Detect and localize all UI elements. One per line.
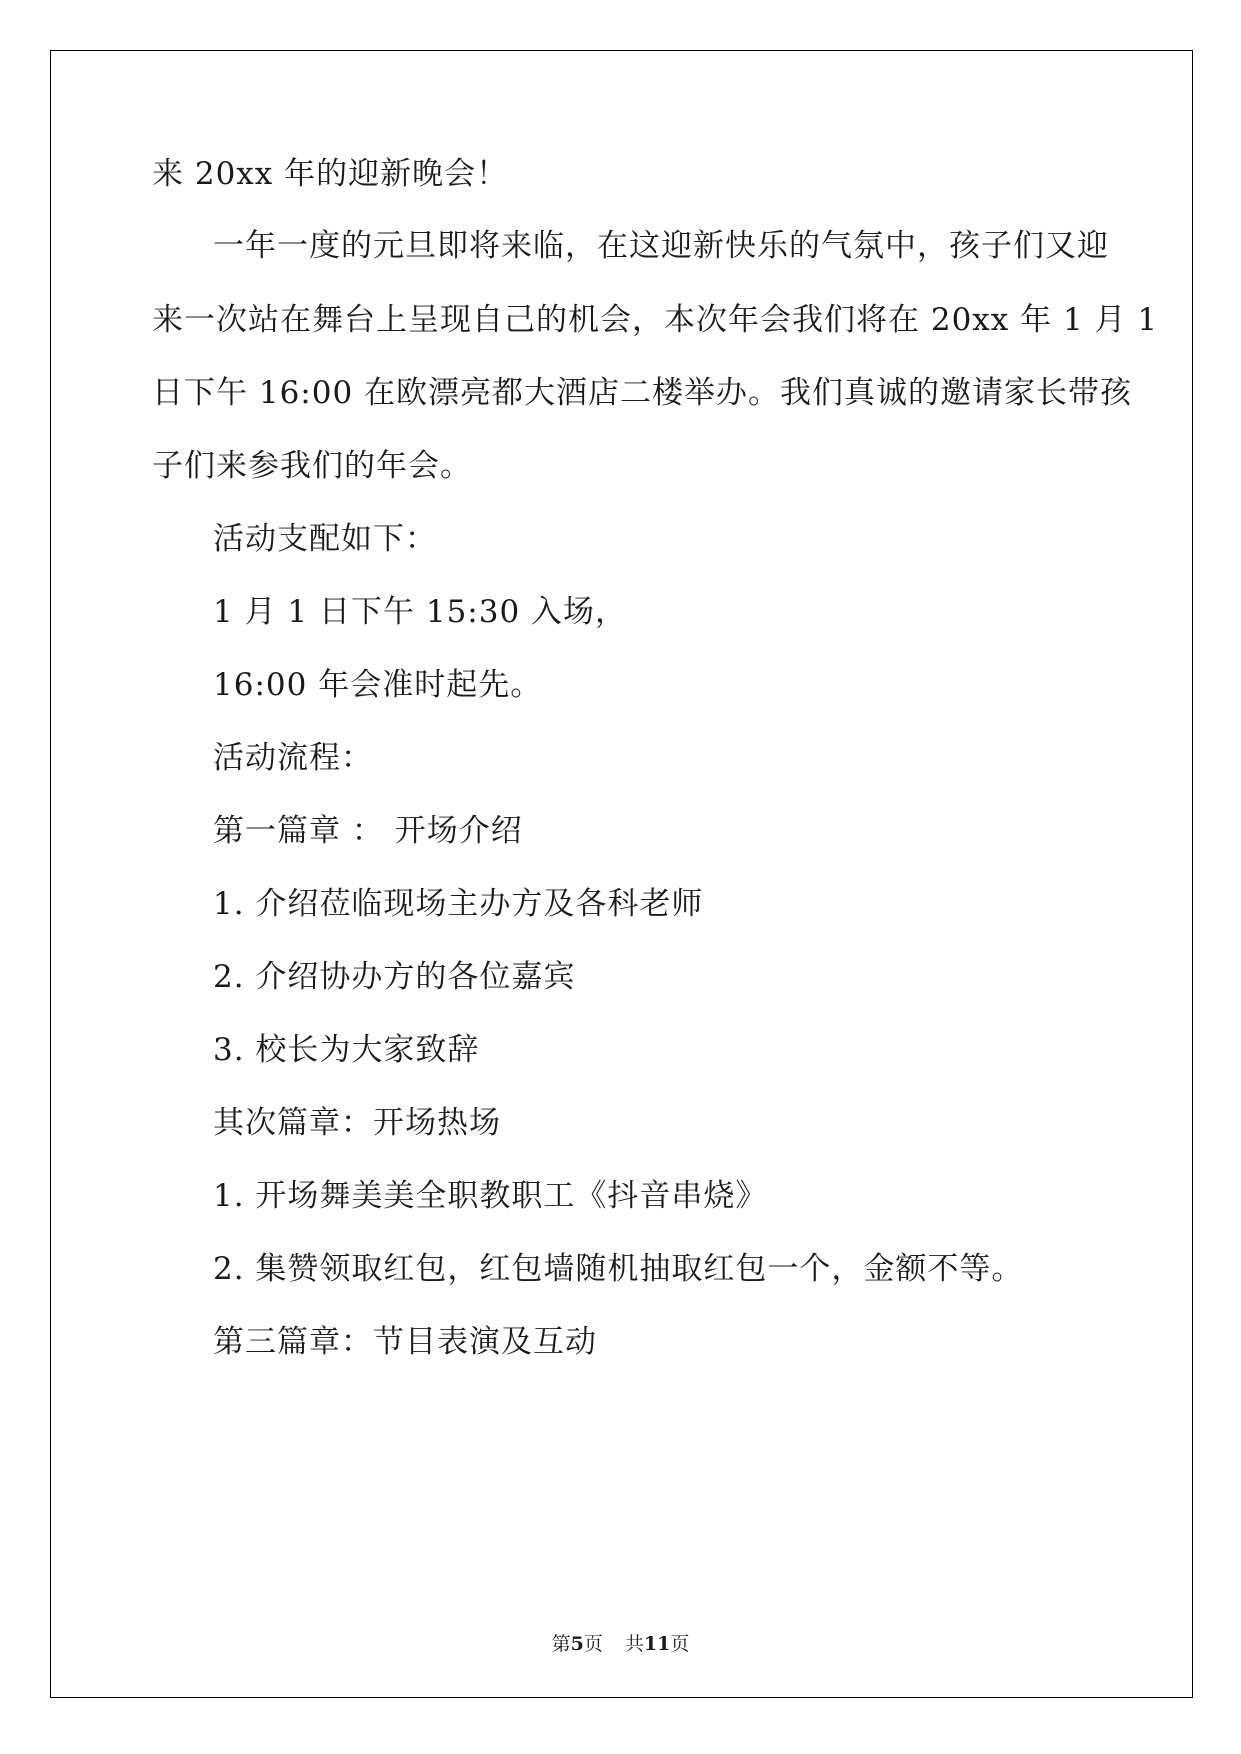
page-border [50,50,1193,1698]
text-line-7: 1 月 1 日下午 15:30 入场， [213,594,628,630]
text-line-5: 子们来参我们的年会。 [152,448,472,484]
text-line-16: 2. 集赞领取红包，红包墙随机抽取红包一个，金额不等。 [213,1251,1024,1287]
text-line-13: 3. 校长为大家致辞 [213,1032,480,1068]
text-line-6: 活动支配如下： [213,521,437,557]
current-page-number: 5 [570,1633,584,1655]
text-line-12: 2. 介绍协办方的各位嘉宾 [213,959,576,995]
text-line-11: 1. 介绍莅临现场主办方及各科老师 [213,886,704,922]
footer-page-unit: 页 [583,1633,603,1655]
total-pages-number: 11 [643,1633,671,1655]
text-line-4: 日下午 16:00 在欧漂亮都大酒店二楼举办。我们真诚的邀请家长带孩 [152,375,1133,411]
text-line-9: 活动流程： [213,740,373,776]
text-line-17: 第三篇章：节目表演及互动 [213,1324,597,1360]
footer-prefix: 第 [551,1633,571,1655]
text-line-14: 其次篇章：开场热场 [213,1105,501,1141]
text-line-10: 第一篇章 ： 开场介绍 [213,813,523,849]
page-footer [0,1632,1241,1656]
text-line-1: 来 20xx 年的迎新晚会！ [152,156,509,192]
footer-total-unit: 页 [670,1633,690,1655]
text-line-2: 一年一度的元旦即将来临，在这迎新快乐的气氛中，孩子们又迎 [213,228,1109,264]
text-line-8: 16:00 年会准时起先。 [213,667,543,703]
footer-total-prefix: 共 [624,1633,644,1655]
text-line-15: 1. 开场舞美美全职教职工《抖音串烧》 [213,1178,768,1214]
text-line-3: 来一次站在舞台上呈现自己的机会，本次年会我们将在 20xx 年 1 月 1 [152,302,1159,338]
